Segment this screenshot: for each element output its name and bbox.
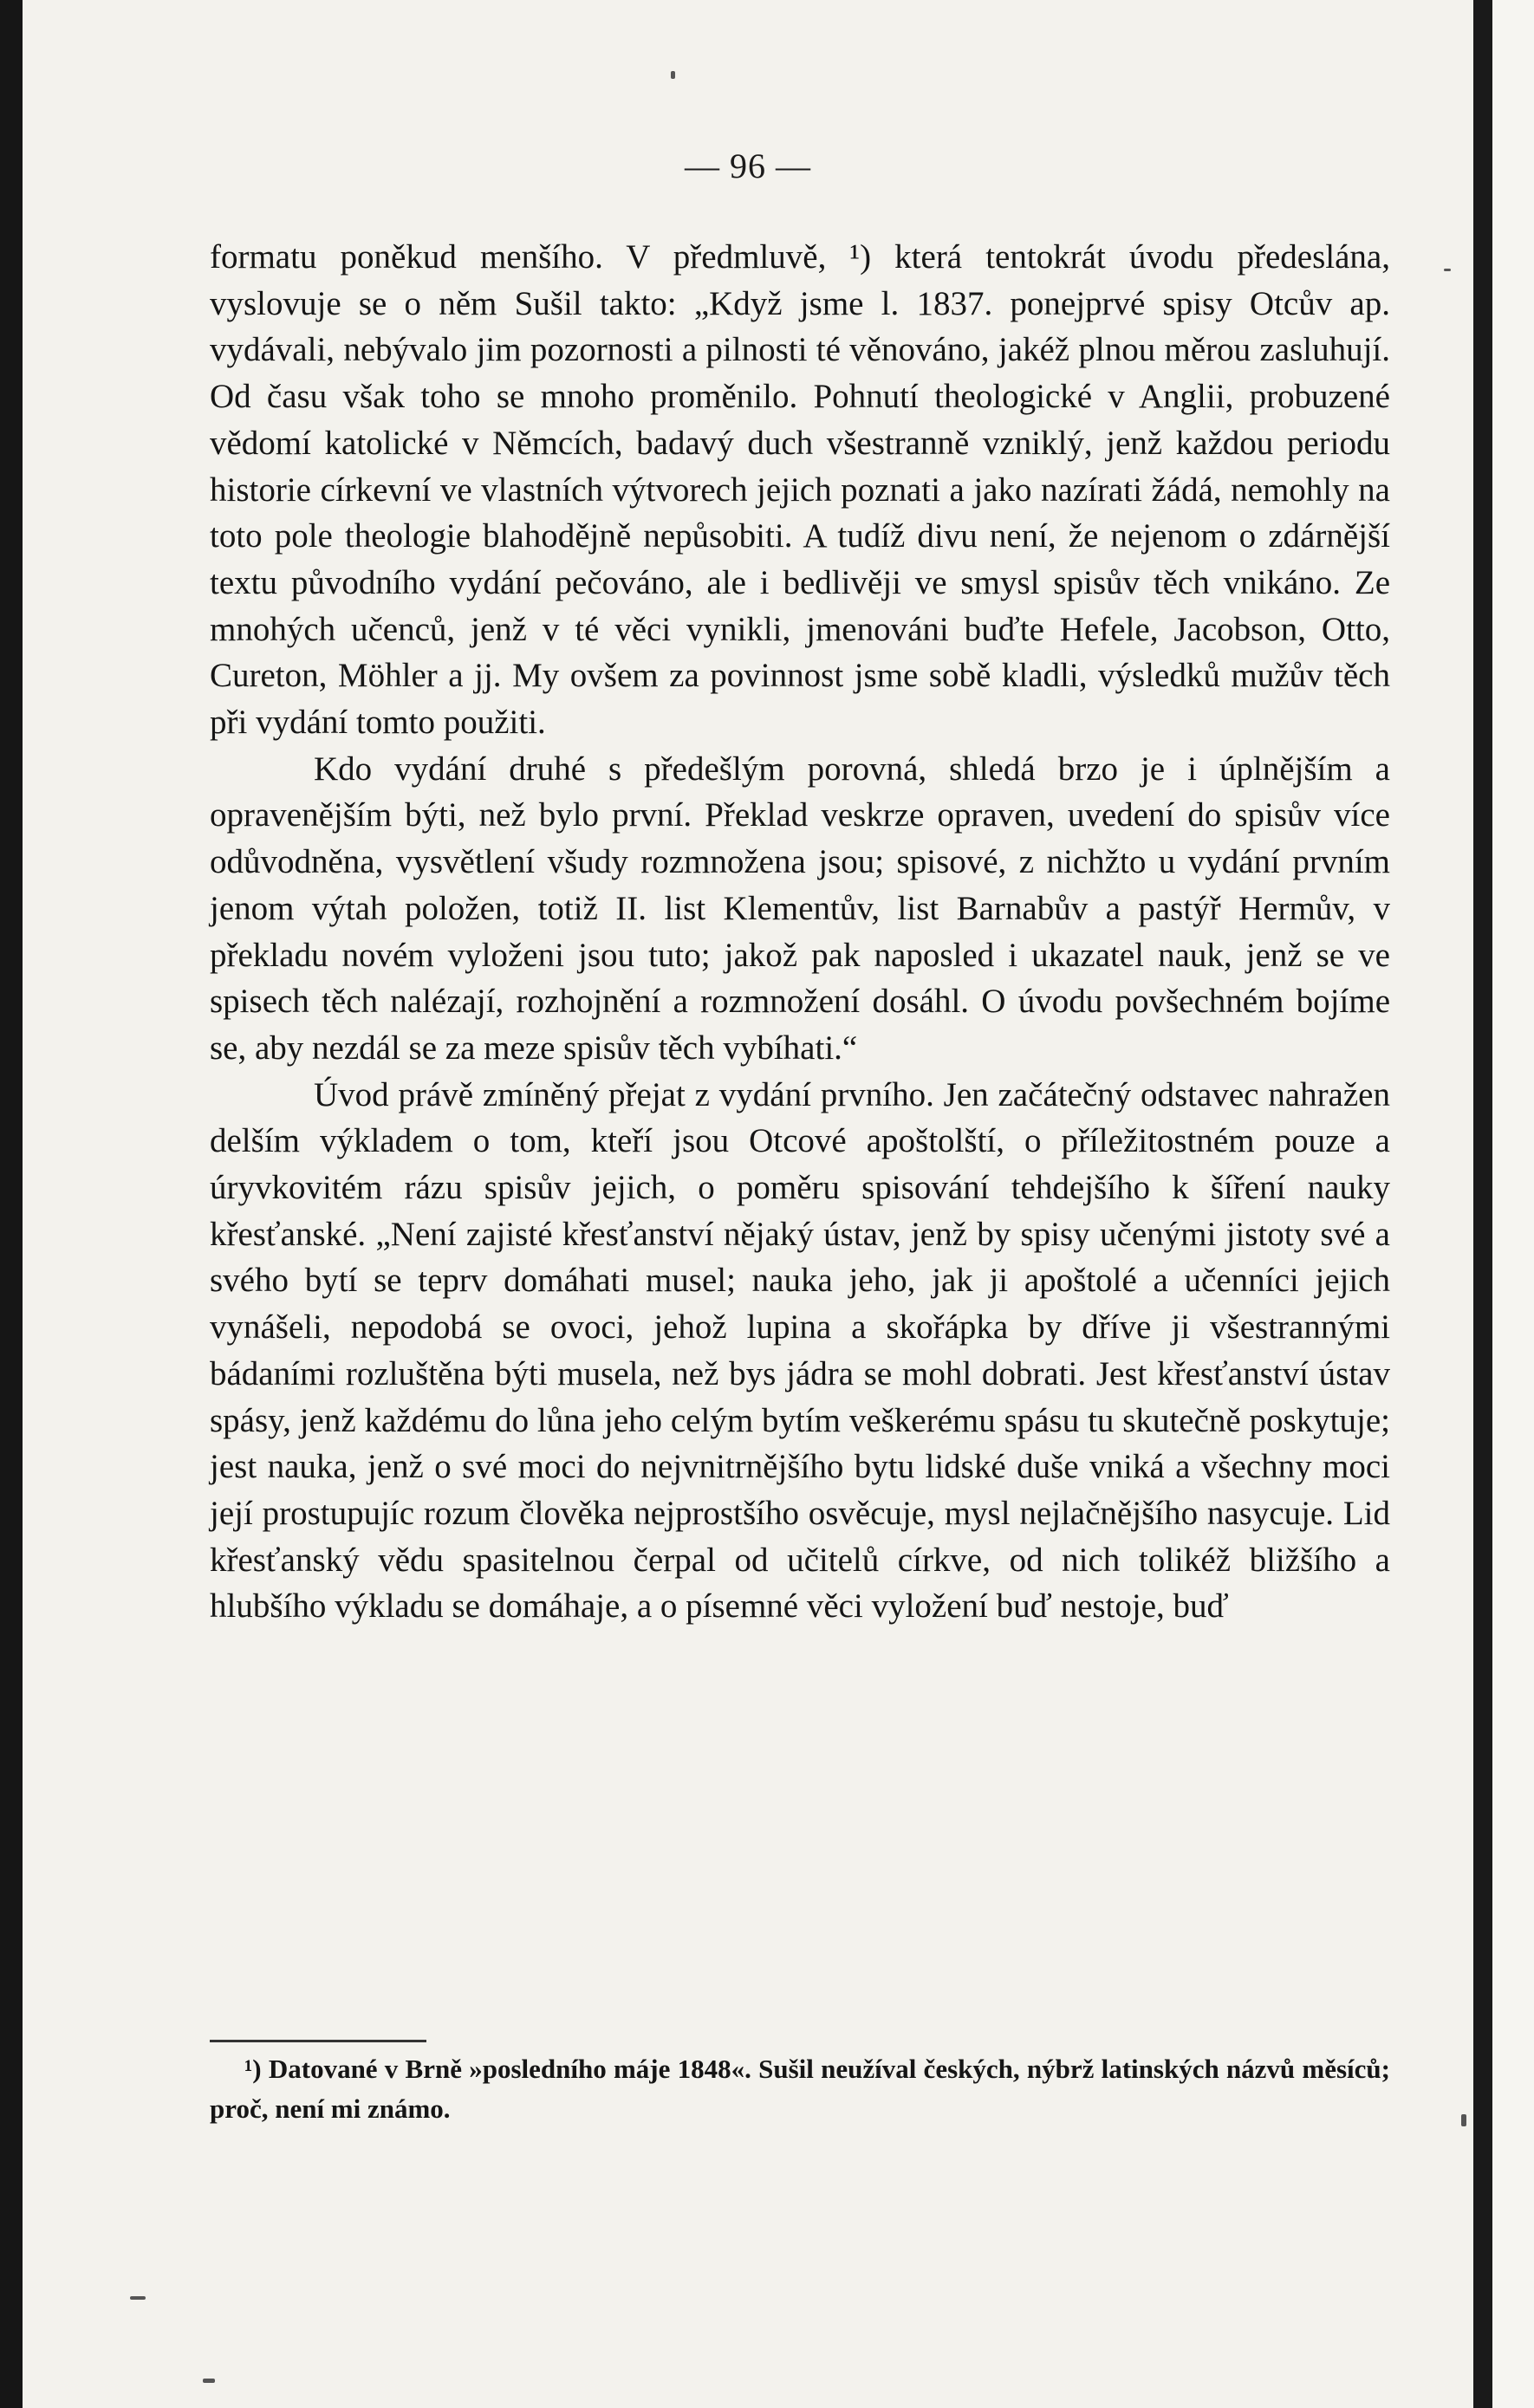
- body-text: [210, 234, 1390, 1630]
- scan-edge-right: [1473, 0, 1492, 2408]
- scan-speck: [203, 2379, 215, 2383]
- scan-speck: [130, 2296, 146, 2300]
- page-number: — 96 —: [685, 146, 811, 185]
- paragraph-3: Úvod právě zmíněný přejat z vydání prvního. Jen začátečný odstavec nahražen delším výkladem o tom, kteří jsou Otcové apoštolští, o příležitostném pouze a úryvkovitém rázu spisův jejich, o poměru spisování tehdejšího k šíření nauky křesťanské. „Není zajisté křesťanství nějaký ústav, jenž by spisy učenými jistoty své a svého bytí se teprv domáhati musel; nauka jeho, jak ji apoštolé a učenníci jejich vynášeli, nepodobá se ovoci, jehož lupina a skořápka by dříve ji všestrannými bádaními rozluštěna býti musela, než bys jádra se mohl dobrati. Jest křesťanství ústav spásy, jenž každému do lůna jeho celým bytím veškerému spásu tu skutečně poskytuje; jest nauka, jenž o své moci do nejvnitrnějšího bytu lidské duše vniká a všechny moci její prostupujíc rozum člověka nejprostšího osvěcuje, mysl nejlačnějšího nasycuje. Lid křesťanský vědu spasitelnou čerpal od učitelů církve, od nich tolikéž bližšího a hlubšího výkladu se domáhaje, a o písemné věci vyložení buď nestoje, buď: [210, 1075, 1390, 1626]
- paragraph-2: Kdo vydání druhé s předešlým porovná, shledá brzo je i úplnějším a opravenějším býti, než bylo první. Překlad veskrze opraven, uvedení do spisův více odůvodněna, vysvětlení všudy rozmnožena jsou; spisové, z nichžto u vydání prvním jenom výtah položen, totiž II. list Klementův, list Barnabův a pastýř Hermův, v překladu novém vyloženi jsou tuto; jakož pak naposled i ukazatel nauk, jenž se ve spisech těch nalézají, rozhojnění a rozmnožení dosáhl. O úvodu povšechném bojíme se, aby nezdál se za meze spisův těch vybíhati.“: [210, 750, 1390, 1067]
- scan-speck: [1444, 269, 1451, 271]
- scan-speck: [671, 71, 675, 79]
- scan-edge-left: [0, 0, 23, 2408]
- scan-margin-right: [1492, 0, 1534, 2408]
- book-page: [23, 0, 1473, 2408]
- footnote-divider: [210, 2040, 426, 2042]
- footnote-text: ¹) Datované v Brně »posledního máje 1848«. Sušil neužíval českých, nýbrž latinských názvů měsíců; proč, není mi známo.: [210, 2054, 1390, 2124]
- footnote: [210, 2049, 1390, 2129]
- scan-speck: [1461, 2114, 1466, 2126]
- paragraph-1: formatu poněkud menšího. V předmluvě, ¹) která tentokrát úvodu předeslána, vyslovuje se o něm Sušil takto: „Když jsme l. 1837. ponejprvé spisy Otcův ap. vydávali, nebývalo jim pozornosti a pilnosti té věnováno, jakéž plnou měrou zasluhují. Od času však toho se mnoho proměnilo. Pohnutí theologické v Anglii, probuzené vědomí katolické v Němcích, badavý duch všestranně vzniklý, jenž každou periodu historie církevní ve vlastních výtvorech jejich poznati a jako nazírati žádá, nemohly na toto pole theologie blahodějně nepůsobiti. A tudíž divu není, že nejenom o zdárnější textu původního vydání pečováno, ale i bedlivěji ve smysl spisův těch vnikáno. Ze mnohých učenců, jenž v té věci vynikli, jmenováni buďte Hefele, Jacobson, Otto, Cureton, Möhler a jj. My ovšem za povinnost jsme sobě kladli, výsledků mužův těch při vydání tomto použiti.: [210, 238, 1390, 742]
